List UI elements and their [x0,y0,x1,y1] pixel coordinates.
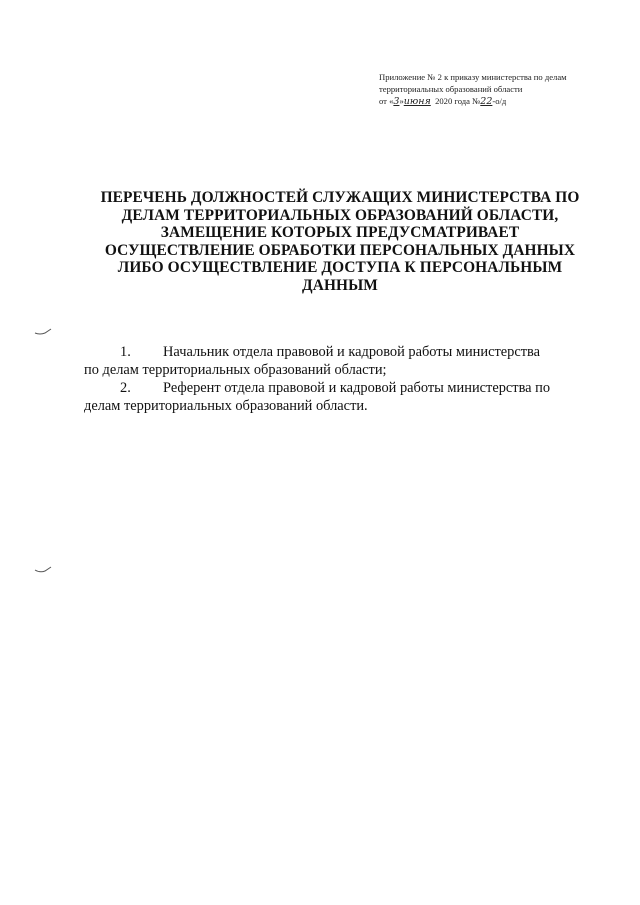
positions-list [84,343,584,415]
list-item [84,379,584,415]
annex-date-prefix: от « [379,96,394,106]
list-item [84,343,584,379]
list-item-number: 1. [120,344,131,360]
annex-line-1: Приложение № 2 к приказу министерства по делам [379,72,567,82]
annex-date-line [379,95,619,108]
scan-mark [34,566,52,574]
list-item-continuation: по делам территориальных образований области; [84,362,387,378]
annex-order-suffix: -о/д [492,96,507,106]
title-line-1: ПЕРЕЧЕНЬ ДОЛЖНОСТЕЙ СЛУЖАЩИХ МИНИСТЕРСТВА ПО [100,189,580,206]
document-title [80,189,600,294]
annex-line-2: территориальных образований области [379,84,523,94]
annex-order-number: 22 [480,96,493,107]
annex-date-month: июня [403,96,431,107]
title-line-3: ЗАМЕЩЕНИЕ КОТОРЫХ ПРЕДУСМАТРИВАЕТ [160,224,520,241]
annex-header [379,71,619,108]
list-item-continuation: делам территориальных образований области. [84,398,368,414]
list-item-number: 2. [120,380,131,396]
list-item-text: Референт отдела правовой и кадровой работы министерства по [163,380,551,396]
annex-date-year: 2020 года № [435,96,481,106]
title-line-4: ОСУЩЕСТВЛЕНИЕ ОБРАБОТКИ ПЕРСОНАЛЬНЫХ ДАННЫХ [104,241,576,259]
title-line-5: ЛИБО ОСУЩЕСТВЛЕНИЕ ДОСТУПА К ПЕРСОНАЛЬНЫМ [117,259,563,276]
annex-date-day: 3 [393,96,400,107]
scan-mark [34,328,52,336]
title-line-6: ДАННЫМ [302,276,378,294]
title-line-2: ДЕЛАМ ТЕРРИТОРИАЛЬНЫХ ОБРАЗОВАНИЙ ОБЛАСТИ, [121,206,559,224]
annex-date-mid: » [399,96,404,106]
list-item-text: Начальник отдела правовой и кадровой работы министерства [163,344,541,360]
